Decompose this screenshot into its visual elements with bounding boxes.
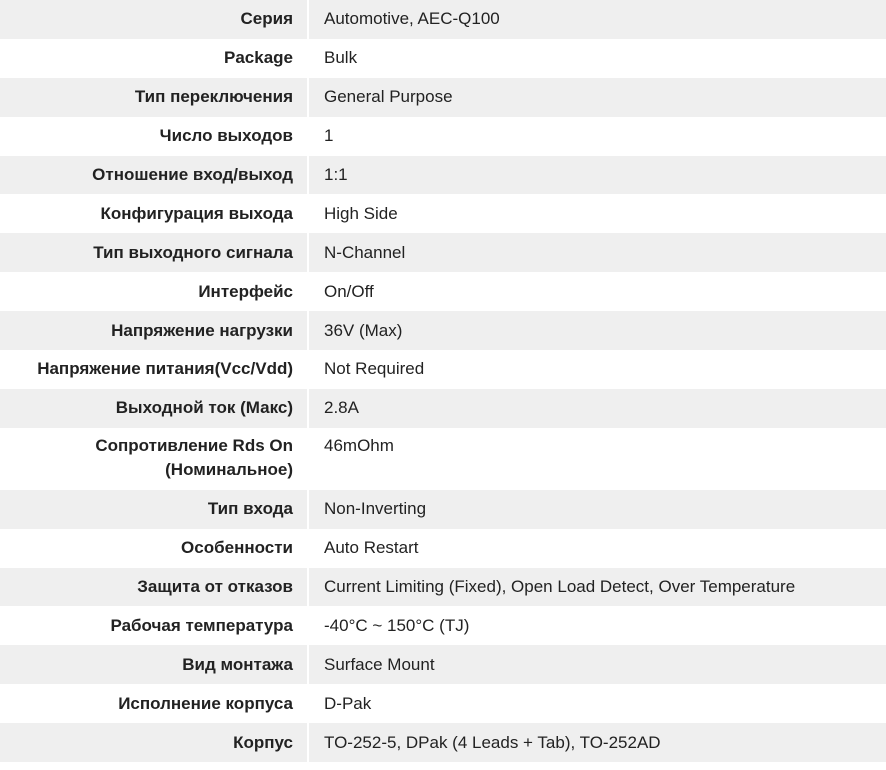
spec-row-supply-voltage	[0, 350, 886, 389]
spec-label: Особенности	[0, 529, 308, 568]
spec-row-load-voltage	[0, 311, 886, 350]
spec-label: Тип выходного сигнала	[0, 233, 308, 272]
spec-label: Package	[0, 39, 308, 78]
spec-label: Интерфейс	[0, 272, 308, 311]
spec-value: N-Channel	[308, 233, 886, 272]
spec-row-operating-temperature	[0, 606, 886, 645]
spec-row-output-config	[0, 194, 886, 233]
spec-value: -40°C ~ 150°C (TJ)	[308, 606, 886, 645]
spec-label: Напряжение нагрузки	[0, 311, 308, 350]
spec-value: Automotive, AEC-Q100	[308, 0, 886, 39]
spec-label: Защита от отказов	[0, 568, 308, 607]
spec-value: 1:1	[308, 156, 886, 195]
spec-value: General Purpose	[308, 78, 886, 117]
spec-label: Тип переключения	[0, 78, 308, 117]
spec-value: Non-Inverting	[308, 490, 886, 529]
spec-row-package-style	[0, 684, 886, 723]
spec-label: Конфигурация выхода	[0, 194, 308, 233]
spec-row-output-type	[0, 233, 886, 272]
spec-row-input-type	[0, 490, 886, 529]
spec-value: Not Required	[308, 350, 886, 389]
spec-row-mounting-type	[0, 645, 886, 684]
spec-value: Auto Restart	[308, 529, 886, 568]
spec-value: Current Limiting (Fixed), Open Load Detect, Over Temperature	[308, 568, 886, 607]
spec-label: Отношение вход/выход	[0, 156, 308, 195]
spec-label: Напряжение питания(Vcc/Vdd)	[0, 350, 308, 389]
spec-value: Surface Mount	[308, 645, 886, 684]
spec-row-io-ratio	[0, 156, 886, 195]
spec-label: Выходной ток (Макс)	[0, 389, 308, 428]
spec-value: On/Off	[308, 272, 886, 311]
spec-label	[0, 428, 308, 490]
spec-row-package	[0, 39, 886, 78]
spec-value: 46mOhm	[308, 428, 886, 490]
spec-row-interface	[0, 272, 886, 311]
spec-row-series	[0, 0, 886, 39]
spec-label: Тип входа	[0, 490, 308, 529]
spec-label: Исполнение корпуса	[0, 684, 308, 723]
spec-label: Корпус	[0, 723, 308, 762]
spec-row-output-current	[0, 389, 886, 428]
spec-label-line-1: Сопротивление Rds On	[95, 435, 293, 455]
spec-row-features	[0, 529, 886, 568]
spec-value: D-Pak	[308, 684, 886, 723]
spec-label: Число выходов	[0, 117, 308, 156]
spec-value: 36V (Max)	[308, 311, 886, 350]
spec-row-switch-type	[0, 78, 886, 117]
spec-value: 2.8A	[308, 389, 886, 428]
spec-value: Bulk	[308, 39, 886, 78]
spec-value: High Side	[308, 194, 886, 233]
spec-value: 1	[308, 117, 886, 156]
spec-value: TO-252-5, DPak (4 Leads + Tab), TO-252AD	[308, 723, 886, 762]
spec-row-case	[0, 723, 886, 762]
spec-row-output-count	[0, 117, 886, 156]
spec-row-fault-protection	[0, 568, 886, 607]
spec-label-line-2: (Номинальное)	[165, 459, 293, 479]
spec-label: Вид монтажа	[0, 645, 308, 684]
spec-label: Рабочая температура	[0, 606, 308, 645]
spec-label: Серия	[0, 0, 308, 39]
spec-row-rds-on	[0, 428, 886, 490]
